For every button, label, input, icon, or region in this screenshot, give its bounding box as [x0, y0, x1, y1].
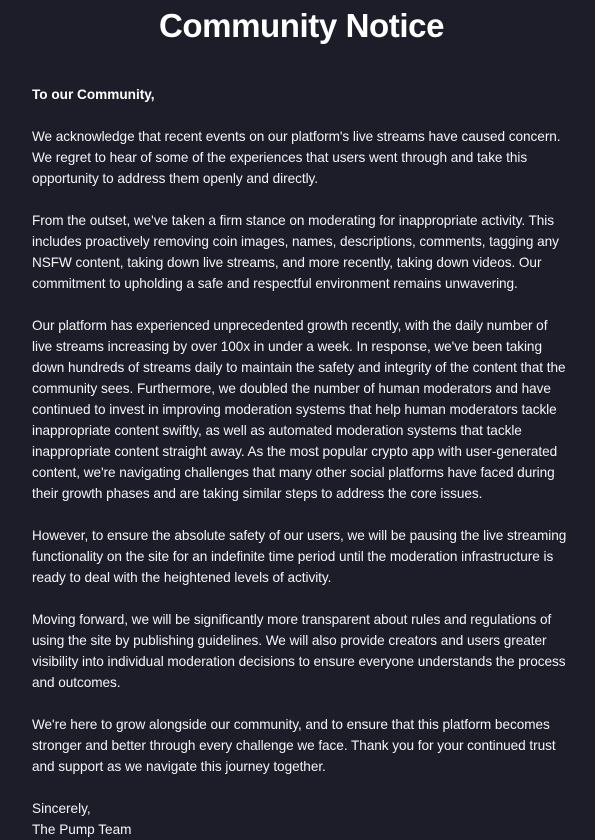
salutation: To our Community, — [32, 87, 155, 102]
page-title: Community Notice — [158, 7, 445, 44]
notice-paragraph-1: We acknowledge that recent events on our platform's live streams have caused concern. We regret to hear of some of the experiences that users went through and take this opportunity to address them openly and directly. — [32, 129, 561, 186]
signature: The Pump Team — [32, 822, 132, 837]
notice-paragraph-5: Moving forward, we will be significantly more transparent about rules and regulations of using the site by publishing guidelines. We will also provide creators and users greater visibility into individual moderation decisions to ensure everyone understands the process and outcomes. — [32, 612, 566, 690]
notice-paragraph-3: Our platform has experienced unprecedented growth recently, with the daily number of live streams increasing by over 100x in under a week. In response, we've been taking down hundreds of streams daily to maintain the safety and integrity of the content that the community sees. Furthermore, we doubled the number of human moderators and have continued to invest in improving moderation systems that help human moderators tackle inappropriate content swiftly, as well as automated moderation systems that tackle inappropriate content straight away. As the most popular crypto app with user-generated content, we're navigating challenges that many other social platforms have faced during their growth phases and are taking similar steps to address the core issues. — [32, 318, 566, 501]
notice-paragraph-2: From the outset, we've taken a firm stance on moderating for inappropriate activity. This includes proactively removing coin images, names, descriptions, comments, tagging any NSFW content, taking down live streams, and more recently, taking down videos. Our commitment to upholding a safe and respectful environment remains unwavering. — [32, 213, 559, 291]
signoff — [32, 798, 571, 840]
notice-paragraph-6: We're here to grow alongside our community, and to ensure that this platform becomes stronger and better through every challenge we face. Thank you for your continued trust and support as we navigate this journey together. — [32, 717, 556, 774]
notice-paragraph-4: However, to ensure the absolute safety of our users, we will be pausing the live streaming functionality on the site for an indefinite time period until the moderation infrastructure is ready to deal with the heightened levels of activity. — [32, 528, 567, 585]
closing-line: Sincerely, — [32, 801, 91, 816]
